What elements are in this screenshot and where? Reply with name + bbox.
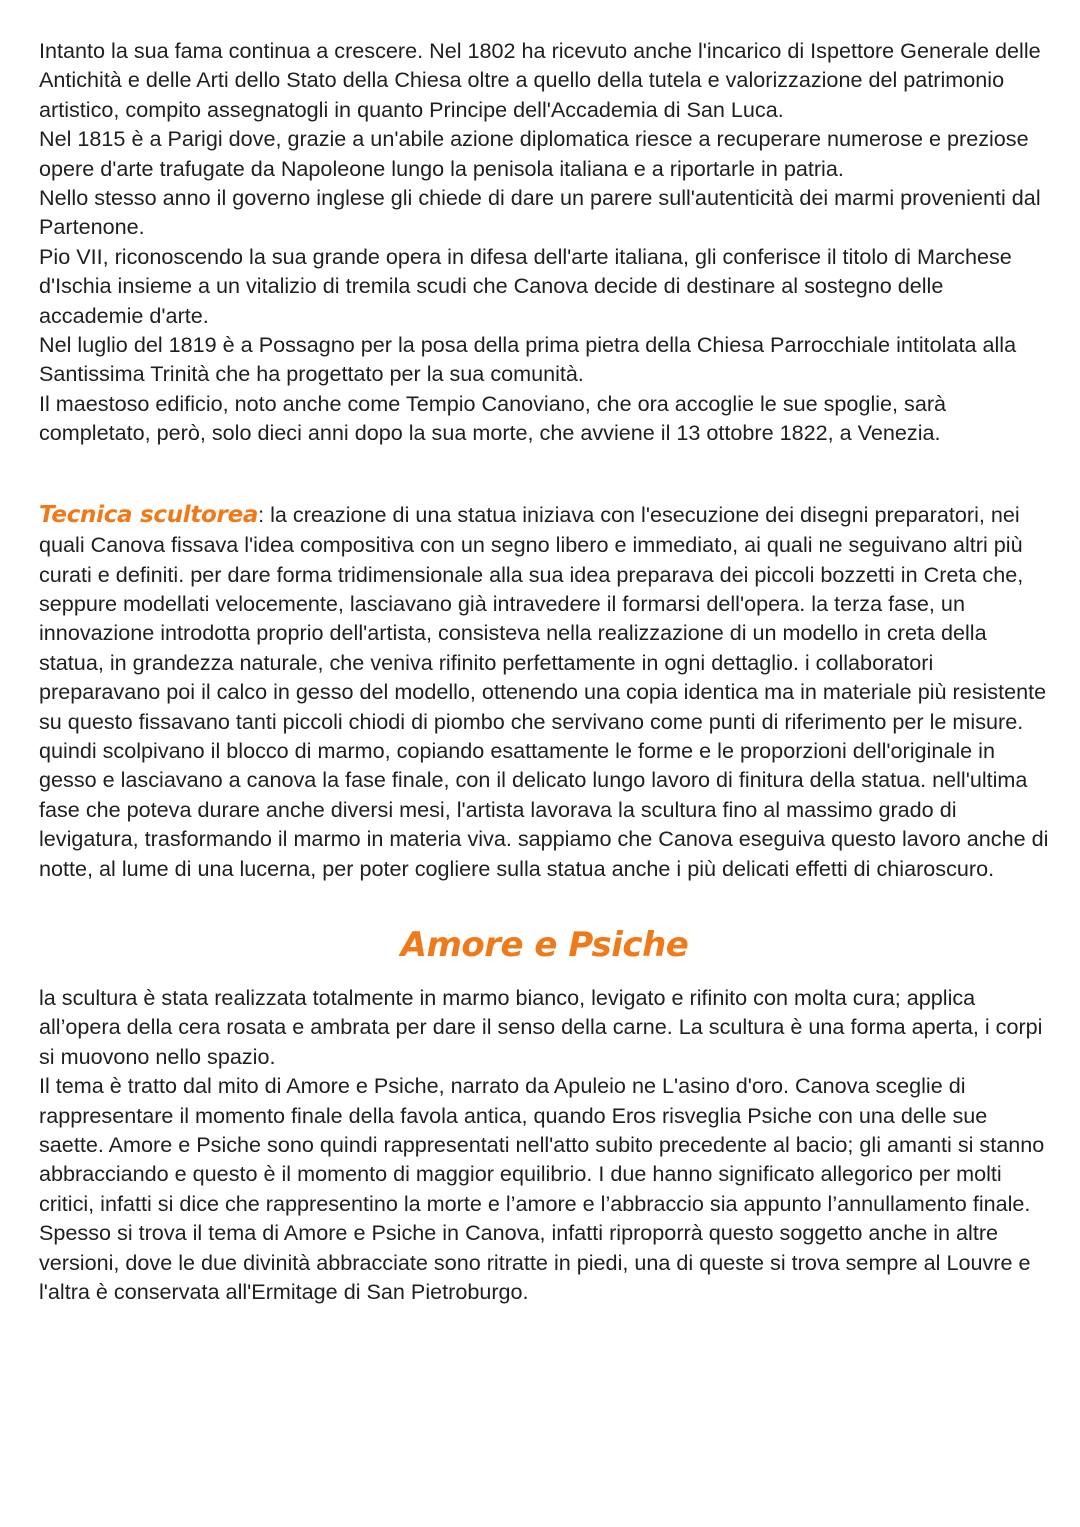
tecnica-scultorea-paragraph xyxy=(39,500,1050,883)
paragraph-parigi: Nel 1815 è a Parigi dove, grazie a un'abile azione diplomatica riesce a recuperare numerose e preziose opere d'arte trafugate da Napoleone lungo la penisola italiana e a riportarle in patria. xyxy=(39,126,1029,181)
paragraph-possagno: Nel luglio del 1819 è a Possagno per la posa della prima pietra della Chiesa Parrocchiale intitolata alla Santissima Trinità che ha progettato per la sua comunità. xyxy=(39,332,1017,387)
paragraph-ispettore: Intanto la sua fama continua a crescere. Nel 1802 ha ricevuto anche l'incarico di Ispettore Generale delle Antichità e delle Arti dello Stato della Chiesa oltre a quello della tutela e valorizzazione del patrimonio artistico, compito assegnatogli in quanto Principe dell'Accademia di San Luca. xyxy=(39,38,1041,122)
paragraph-marmo: la scultura è stata realizzata totalmente in marmo bianco, levigato e rifinito con molta cura; applica all’opera della cera rosata e ambrata per dare il senso della carne. La scultura è una forma aperta, i corpi si muovono nello spazio. xyxy=(39,984,1043,1069)
paragraph-tema: Il tema è tratto dal mito di Amore e Psiche, narrato da Apuleio ne L'asino d'oro. Canova sceglie di rappresentare il momento finale della favola antica, quando Eros risveglia Psiche con una delle sue saette. Amore e Psiche sono quindi rappresentati nell'atto subito precedente al bacio; gli amanti si stanno abbracciando e questo è il momento di maggior equilibrio. I due hanno significato allegorico per molti critici, infatti si dice che rappresentino la morte e l’amore e l’abbraccio sia appunto l’annullamento finale. Spesso si trova il tema di Amore e Psiche in Canova, infatti riproporrà questo soggetto anche in altre versioni, dove le due divinità abbracciate sono ritratte in piedi, una di queste si trova sempre al Louvre e l'altra è conservata all'Ermitage di San Pietroburgo. xyxy=(39,1073,1045,1305)
biography-section xyxy=(39,36,1050,448)
amore-e-psiche-title: Amore e Psiche xyxy=(400,924,689,965)
amore-e-psiche-section xyxy=(39,983,1050,1306)
tecnica-scultorea-text: la creazione di una statua iniziava con l'esecuzione dei disegni preparatori, nei quali Canova fissava l'idea compositiva con un segno libero e immediato, ai quali ne seguivano altri più curati e definiti. per dare forma tridimensionale alla sua idea preparava dei piccoli bozzetti in Creta che, seppure modellati velocemente, lasciavano già intravedere il formarsi dell'opera. la terza fase, un innovazione introdotta proprio dell'artista, consisteva nella realizzazione di un modello in creta della statua, in grandezza naturale, che veniva rifinito perfettamente in ogni dettaglio. i collaboratori preparavano poi il calco in gesso del modello, ottenendo una copia identica ma in materiale più resistente su questo fissavano tanti piccoli chiodi di piombo che servivano come punti di riferimento per le misure. quindi scolpivano il blocco di marmo, copiando esattamente le forme e le proporzioni dell'originale in gesso e lasciavano a canova la fase finale, con il delicato lungo lavoro di finitura della statua. nell'ultima fase che poteva durare anche diversi mesi, l'artista lavorava la scultura fino al massimo grado di levigatura, trasformando il marmo in materia viva. sappiamo che Canova eseguiva questo lavoro anche di notte, al lume di una lucerna, per poter cogliere sulla statua anche i più delicati effetti di chiaroscuro. xyxy=(39,501,1049,881)
paragraph-tempio-canoviano: Il maestoso edificio, noto anche come Tempio Canoviano, che ora accoglie le sue spoglie, sarà completato, però, solo dieci anni dopo la sua morte, che avviene il 13 ottobre 1822, a Venezia. xyxy=(39,390,947,446)
tecnica-separator: : xyxy=(258,501,265,527)
tecnica-scultorea-heading: Tecnica scultorea xyxy=(39,501,259,528)
paragraph-partenone: Nello stesso anno il governo inglese gli chiede di dare un parere sull'autenticità dei marmi provenienti dal Partenone. xyxy=(39,185,1041,240)
paragraph-pio-vii: Pio VII, riconoscendo la sua grande opera in difesa dell'arte italiana, gli conferisce il titolo di Marchese d'Ischia insieme a un vitalizio di tremila scudi che Canova decide di destinare al sostegno delle accademie d'arte. xyxy=(39,243,1012,328)
